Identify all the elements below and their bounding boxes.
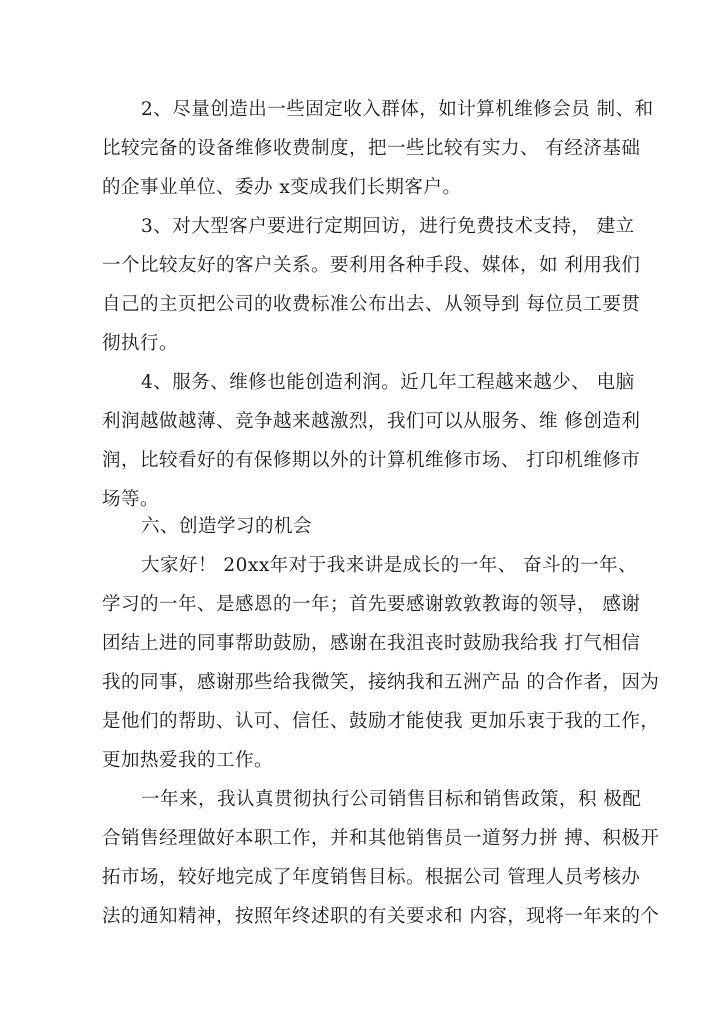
text-line: 更加热爱我的工作。 [102, 750, 274, 771]
text-line: 2、尽量创造出一些固定收入群体，如计算机维修会员 制、和 [141, 99, 654, 120]
text-line: 一个比较友好的客户关系。要利用各种手段、媒体，如 利用我们 [102, 255, 641, 276]
text-line: 3、对大型客户要进行定期回访，进行免费技术支持， 建立 [141, 216, 635, 237]
text-line: 一年来，我认真贯彻执行公司销售目标和销售政策，积 极配 [141, 789, 642, 810]
text-line: 利润越做越薄、竞争越来越激烈，我们可以从服务、维 修创造利 [102, 411, 641, 432]
text-line: 自己的主页把公司的收费标准公布出去、从领导到 每位员工要贯 [102, 294, 641, 315]
text-line: 拓市场，较好地完成了年度销售目标。根据公司 管理人员考核办 [102, 867, 641, 888]
text-line: 的企事业单位、委办 x变成我们长期客户。 [102, 177, 462, 198]
text-line: 法的通知精神，按照年终述职的有关要求和 内容，现将一年来的个 [102, 906, 660, 927]
text-line: 是他们的帮助、认可、信任、鼓励才能使我 更加乐衷于我的工作， [102, 711, 660, 732]
text-line: 彻执行。 [102, 333, 179, 354]
text-line: 团结上进的同事帮助鼓励，感谢在我沮丧时鼓励我给我 打气相信 [102, 633, 641, 654]
text-line: 4、服务、维修也能创造利润。近几年工程越来越少、 电脑 [141, 372, 635, 393]
text-line: 学习的一年、是感恩的一年；首先要感谢敦敦教诲的领导， 感谢 [102, 594, 641, 615]
text-line: 润，比较看好的有保修期以外的计算机维修市场、 打印机维修市 [102, 450, 641, 471]
text-line: 大家好！ 20xx年对于我来讲是成长的一年、 奋斗的一年、 [141, 555, 638, 576]
text-line: 合销售经理做好本职工作，并和其他销售员一道努力拼 搏、积极开 [102, 828, 660, 849]
text-line: 场等。 [102, 489, 160, 510]
section-heading: 六、创造学习的机会 [141, 516, 313, 537]
text-line: 我的同事，感谢那些给我微笑，接纳我和五洲产品 的合作者，因为 [102, 672, 660, 693]
text-line: 比较完备的设备维修收费制度，把一些比较有实力、 有经济基础 [102, 138, 641, 159]
